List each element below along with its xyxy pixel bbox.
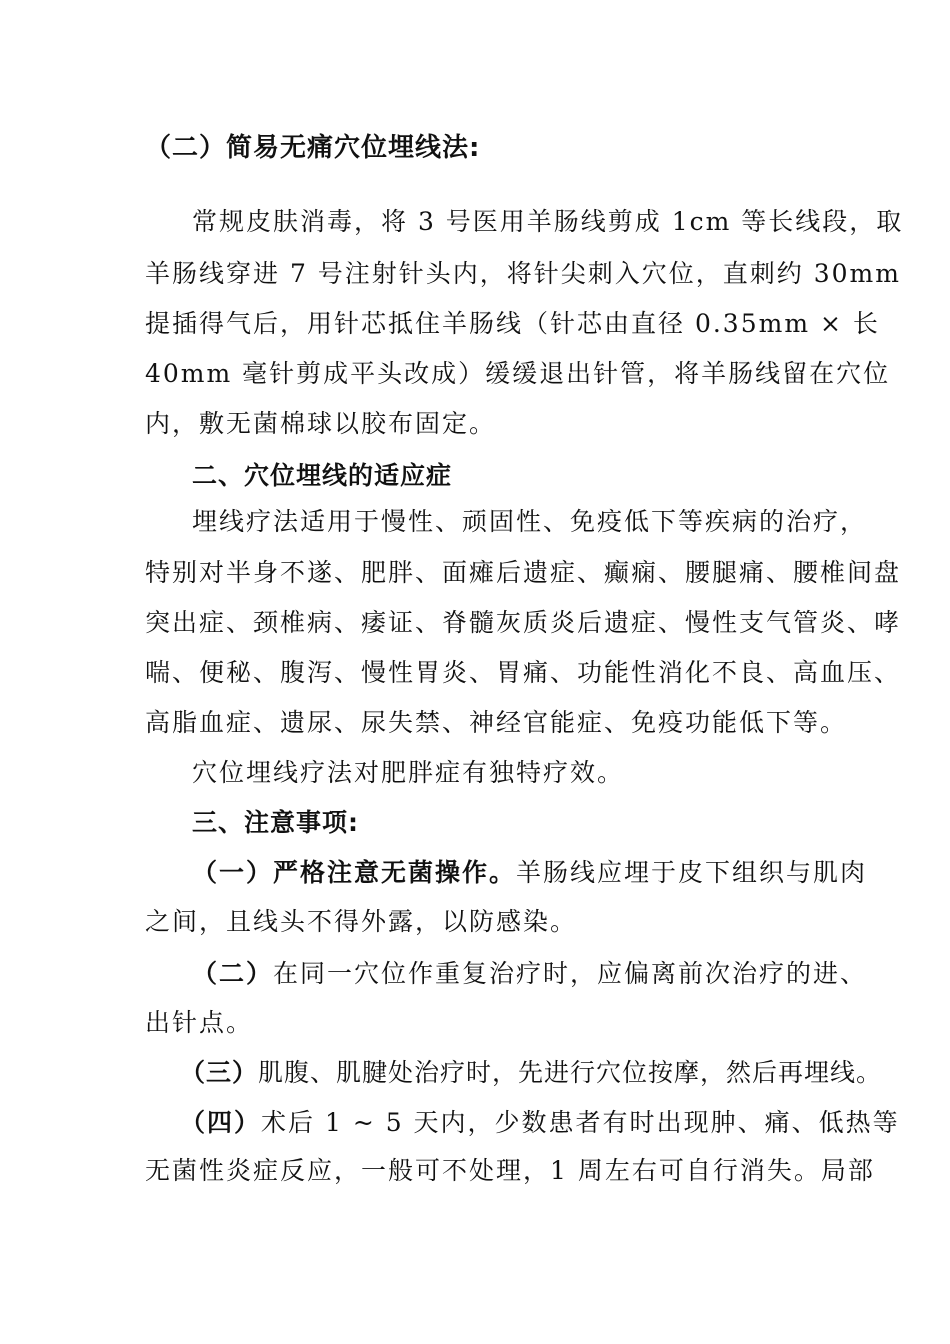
note2-text: 在同一穴位作重复治疗时，应偏离前次治疗的进、	[273, 959, 868, 988]
para3: 穴位埋线疗法对肥胖症有独特疗效。	[192, 758, 625, 787]
heading-indications: 二、穴位埋线的适应症	[192, 461, 453, 490]
note3-text: 肌腹、肌腱处治疗时，先进行穴位按摩，然后再埋线。	[258, 1058, 883, 1087]
note3-line-1	[180, 1055, 883, 1091]
para2-line-3: 突出症、颈椎病、痿证、脊髓灰质炎后遗症、慢性支气管炎、哮	[145, 608, 902, 637]
para1-line-5: 内，敷无菌棉球以胶布固定。	[145, 409, 497, 438]
note4-label: （四）	[180, 1108, 262, 1137]
note4-line-2: 无菌性炎症反应，一般可不处理，1 周左右可自行消失。局部	[145, 1156, 875, 1185]
para2-line-1: 埋线疗法适用于慢性、顽固性、免疫低下等疾病的治疗，	[192, 507, 868, 536]
para1-line-1: 常规皮肤消毒，将 3 号医用羊肠线剪成 1cm 等长线段，取	[192, 207, 904, 236]
para2-line-5: 高脂血症、遗尿、尿失禁、神经官能症、免疫功能低下等。	[145, 708, 848, 737]
section-title: （二）简易无痛穴位埋线法:	[145, 133, 481, 163]
para1-line-2: 羊肠线穿进 7 号注射针头内，将针尖刺入穴位，直刺约 30mm	[145, 259, 901, 288]
note1-line-1	[192, 855, 868, 891]
note2-line-1	[192, 956, 868, 992]
heading-precautions: 三、注意事项:	[192, 808, 359, 837]
para2-line-4: 喘、便秘、腹泻、慢性胃炎、胃痛、功能性消化不良、高血压、	[145, 658, 902, 687]
note2-label: （二）	[192, 959, 274, 988]
para1-line-3: 提插得气后，用针芯抵住羊肠线（针芯由直径 0.35mm × 长	[145, 309, 880, 338]
note4-text: 术后 1 ~ 5 天内，少数患者有时出现肿、痛、低热等	[261, 1108, 900, 1137]
note2-line-2: 出针点。	[145, 1008, 254, 1037]
note1-text: 羊肠线应埋于皮下组织与肌肉	[516, 858, 868, 887]
note3-label: （三）	[180, 1058, 259, 1087]
para2-line-2: 特别对半身不遂、肥胖、面瘫后遗症、癫痫、腰腿痛、腰椎间盘	[145, 558, 902, 587]
note1-line-2: 之间，且线头不得外露，以防感染。	[145, 907, 578, 936]
note1-label: （一）严格注意无菌操作。	[192, 858, 517, 887]
note4-line-1	[180, 1105, 900, 1141]
para1-line-4: 40mm 毫针剪成平头改成）缓缓退出针管，将羊肠线留在穴位	[145, 359, 891, 388]
